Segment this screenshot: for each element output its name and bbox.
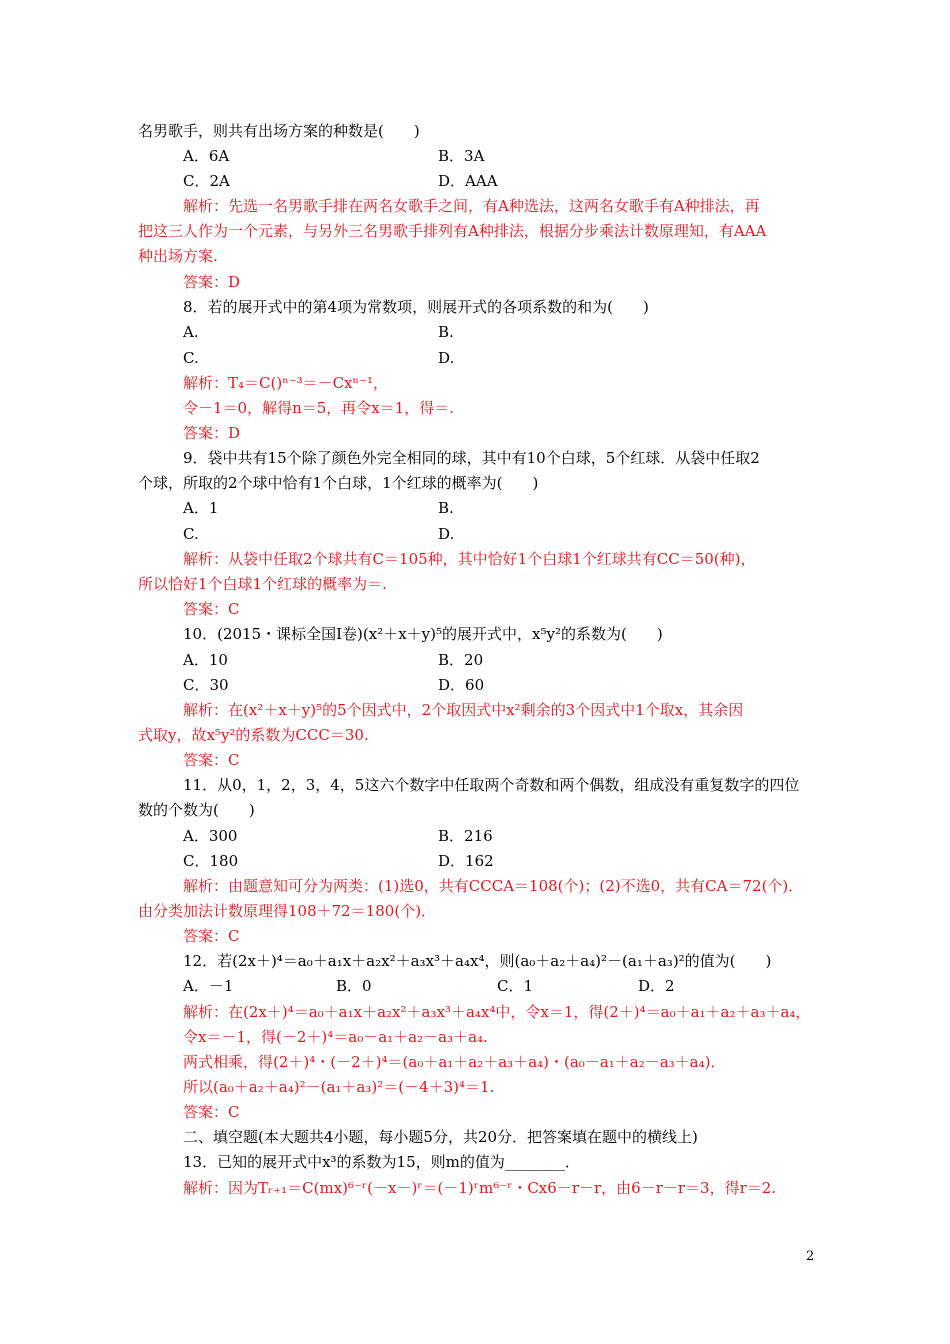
option-d: D. bbox=[438, 525, 455, 543]
solution-line: 两式相乘，得(2＋)⁴・(－2＋)⁴＝(a₀＋a₁＋a₂＋a₃＋a₄)・(a₀－a₁＋a₂－a₃＋a₄)． bbox=[183, 1053, 726, 1071]
solution-line: 解析：在(2x＋)⁴＝a₀＋a₁x＋a₂x²＋a₃x³＋a₄x⁴中，令x＝1，得(2＋)⁴＝a₀＋a₁＋a₂＋a₃＋a₄， bbox=[183, 1003, 811, 1021]
solution-line: 种出场方案. bbox=[138, 247, 218, 265]
question-9: 9．袋中共有15个除了颜色外完全相同的球，其中有10个白球，5个红球．从袋中任取2 bbox=[183, 449, 760, 467]
option-d: D．60 bbox=[438, 676, 485, 694]
option-a: A. bbox=[183, 323, 199, 341]
option-d: D. bbox=[438, 349, 455, 367]
question-13: 13．已知的展开式中x³的系数为15，则m的值为________． bbox=[183, 1153, 580, 1171]
answer-line: 答案：D bbox=[183, 273, 241, 291]
solution-line: 令－1＝0，解得n＝5，再令x＝1，得＝. bbox=[183, 399, 455, 417]
question-12: 12．若(2x＋)⁴＝a₀＋a₁x＋a₂x²＋a₃x³＋a₄x⁴，则(a₀＋a₂＋a₄)²－(a₁＋a₃)²的值为( ) bbox=[183, 952, 772, 970]
solution-line: 解析：由题意知可分为两类：(1)选0，共有CCCA＝108(个)；(2)不选0，共有CA＝72(个)． bbox=[183, 877, 804, 895]
option-b: B．3A bbox=[438, 147, 485, 165]
option-d: D．AAA bbox=[438, 172, 498, 190]
solution-line: 解析：T₄＝C()ⁿ⁻³＝－Cxⁿ⁻¹， bbox=[183, 374, 388, 392]
option-c: C．1 bbox=[497, 977, 534, 995]
solution-line: 所以恰好1个白球1个红球的概率为＝. bbox=[138, 575, 387, 593]
question-11: 11．从0，1，2，3，4，5这六个数字中任取两个奇数和两个偶数，组成没有重复数字的四位 bbox=[183, 776, 800, 794]
answer-line: 答案：C bbox=[183, 600, 240, 618]
option-d: D．2 bbox=[638, 977, 675, 995]
question-10: 10．(2015・课标全国Ⅰ卷)(x²＋x＋y)⁵的展开式中，x⁵y²的系数为( ) bbox=[183, 625, 663, 643]
option-c: C．2A bbox=[183, 172, 230, 190]
option-b: B. bbox=[438, 323, 454, 341]
question-8: 8．若的展开式中的第4项为常数项，则展开式的各项系数的和为( ) bbox=[183, 298, 649, 316]
option-b: B．0 bbox=[336, 977, 372, 995]
option-b: B．20 bbox=[438, 651, 484, 669]
solution-line: 把这三人作为一个元素，与另外三名男歌手排列有A种排法，根据分步乘法计数原理知，有AAA bbox=[138, 222, 767, 240]
solution-line: 解析：在(x²＋x＋y)⁵的5个因式中，2个取因式中x²剩余的3个因式中1个取x，其余因 bbox=[183, 701, 744, 719]
option-c: C. bbox=[183, 349, 199, 367]
option-c: C．30 bbox=[183, 676, 229, 694]
solution-line: 令x＝－1，得(－2＋)⁴＝a₀－a₁＋a₂－a₃＋a₄. bbox=[183, 1028, 488, 1046]
option-c: C. bbox=[183, 525, 199, 543]
text-line: 数的个数为( ) bbox=[138, 801, 255, 819]
option-a: A．6A bbox=[183, 147, 230, 165]
option-d: D．162 bbox=[438, 852, 494, 870]
option-b: B．216 bbox=[438, 827, 493, 845]
solution-line: 解析：从袋中任取2个球共有C＝105种，其中恰好1个白球1个红球共有CC＝50(种)， bbox=[183, 550, 756, 568]
answer-line: 答案：C bbox=[183, 1103, 240, 1121]
text-line: 名男歌手，则共有出场方案的种数是( ) bbox=[138, 122, 420, 140]
solution-line: 解析：因为Tᵣ₊₁＝C(mx)⁶⁻ʳ(－x－)ʳ＝(－1)ʳm⁶⁻ʳ・Cx6－r－r，由6－r－r＝3，得r＝2. bbox=[183, 1179, 777, 1197]
answer-line: 答案：D bbox=[183, 424, 241, 442]
section-heading: 二、填空题(本大题共4小题，每小题5分，共20分．把答案填在题中的横线上) bbox=[183, 1128, 698, 1146]
answer-line: 答案：C bbox=[183, 927, 240, 945]
option-c: C．180 bbox=[183, 852, 239, 870]
option-b: B. bbox=[438, 499, 454, 517]
solution-line: 所以(a₀＋a₂＋a₄)²－(a₁＋a₃)²＝(－4＋3)⁴＝1. bbox=[183, 1078, 495, 1096]
answer-line: 答案：C bbox=[183, 751, 240, 769]
text-line: 个球，所取的2个球中恰有1个白球，1个红球的概率为( ) bbox=[138, 474, 539, 492]
solution-line: 解析：先选一名男歌手排在两名女歌手之间，有A种选法，这两名女歌手有A种排法，再 bbox=[183, 197, 760, 215]
option-a: A．10 bbox=[183, 651, 228, 669]
page-number: 2 bbox=[806, 1249, 815, 1264]
option-a: A．300 bbox=[183, 827, 238, 845]
option-a: A．－1 bbox=[183, 977, 234, 995]
option-a: A．1 bbox=[183, 499, 219, 517]
solution-line: 式取y，故x⁵y²的系数为CCC＝30. bbox=[138, 726, 369, 744]
solution-line: 由分类加法计数原理得108＋72＝180(个)． bbox=[138, 902, 437, 920]
